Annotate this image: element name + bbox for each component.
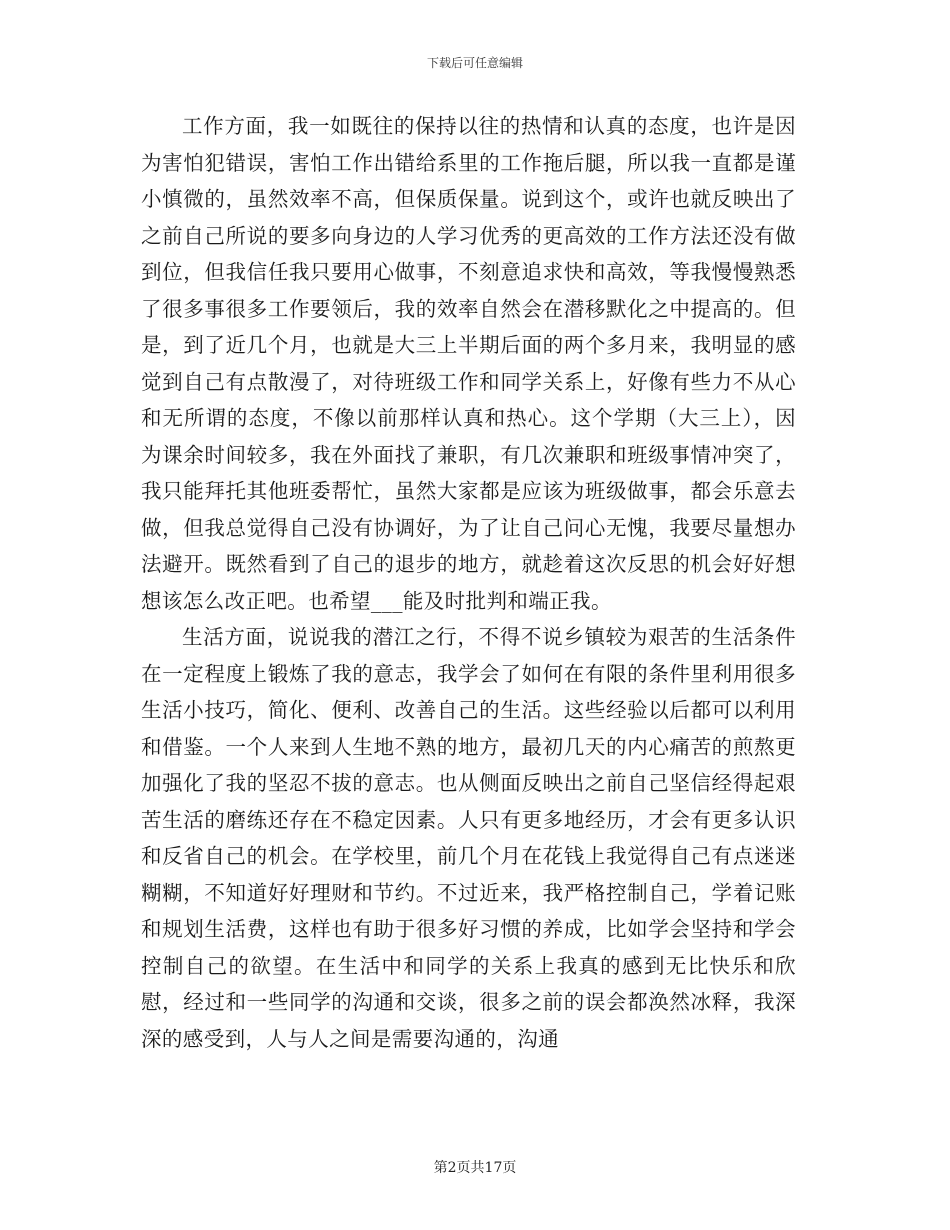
paragraph-work: 工作方面，我一如既往的保持以往的热情和认真的态度，也许是因为害怕犯错误，害怕工作出错给系里的工作拖后腿，所以我一直都是谨小慎微的，虽然效率不高，但保质保量。说到这个，或许也就反映出了之前自己所说的要多向身边的人学习优秀的更高效的工作方法还没有做到位，但我信任我只要用心做事，不刻意追求快和高效，等我慢慢熟悉了很多事很多工作要领后，我的效率自然会在潜移默化之中提高的。但是，到了近几个月，也就是大三上半期后面的两个多月来，我明显的感觉到自己有点散漫了，对待班级工作和同学关系上，好像有些力不从心和无所谓的态度，不像以前那样认真和热心。这个学期（大三上），因为课余时间较多，我在外面找了兼职，有几次兼职和班级事情冲突了，我只能拜托其他班委帮忙，虽然大家都是应该为班级做事，都会乐意去做，但我总觉得自己没有协调好，为了让自己问心无愧，我要尽量想办法避开。既然看到了自己的退步的地方，就趁着这次反思的机会好好想想该怎么改正吧。也希望___能及时批判和端正我。 — [141, 114, 796, 613]
page-header: 下载后可任意编辑 — [426, 56, 523, 70]
paragraph-life: 生活方面，说说我的潜江之行，不得不说乡镇较为艰苦的生活条件在一定程度上锻炼了我的意志，我学会了如何在有限的条件里利用很多生活小技巧，简化、便利、改善自己的生活。这些经验以后都可以利用和借鉴。一个人来到人生地不熟的地方，最初几天的内心痛苦的煎熬更加强化了我的坚忍不拔的意志。也从侧面反映出之前自己坚信经得起艰苦生活的磨练还存在不稳定因素。人只有更多地经历，才会有更多认识和反省自己的机会。在学校里，前几个月在花钱上我觉得自己有点迷迷糊糊，不知道好好理财和节约。不过近来，我严格控制自己，学着记账和规划生活费，这样也有助于很多好习惯的养成，比如学会坚持和学会控制自己的欲望。在生活中和同学的关系上我真的感到无比快乐和欣慰，经过和一些同学的沟通和交谈，很多之前的误会都涣然冰释，我深深的感受到，人与人之间是需要沟通的，沟通 — [141, 625, 796, 1051]
page-number: 第2页共17页 — [433, 1160, 517, 1176]
document-body — [141, 108, 796, 1057]
